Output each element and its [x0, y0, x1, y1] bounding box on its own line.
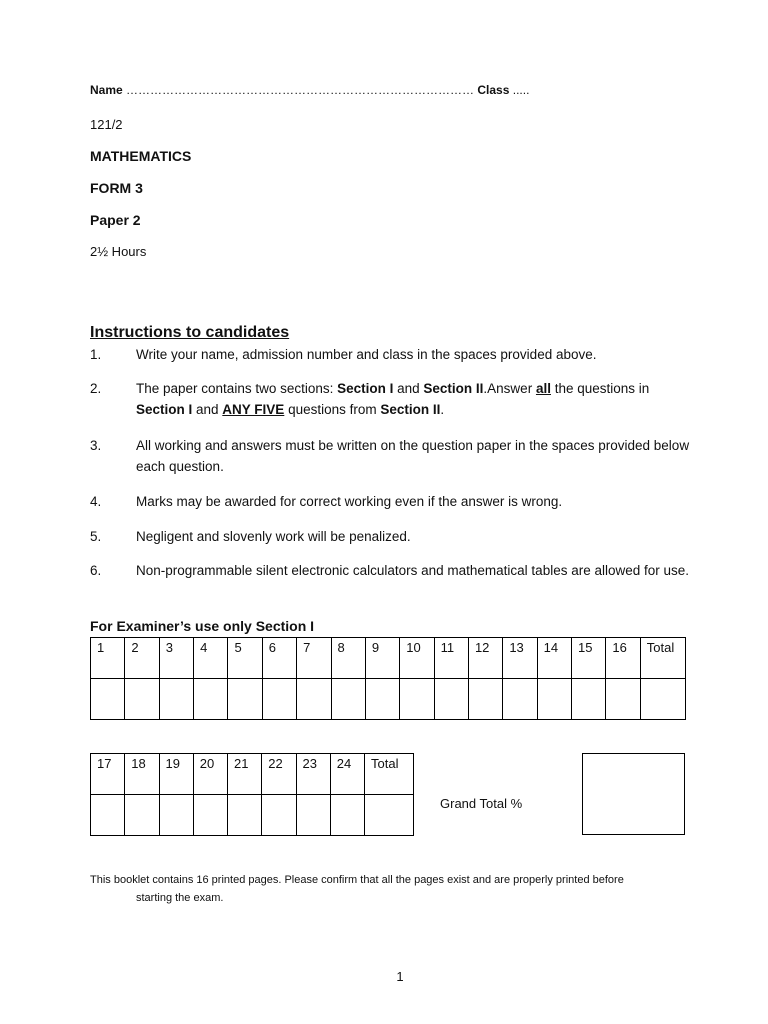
score-cell[interactable] — [572, 679, 606, 720]
score-cell[interactable] — [159, 795, 193, 836]
score-cell[interactable] — [296, 795, 330, 836]
question-header: 20 — [193, 754, 227, 795]
question-header: 16 — [606, 638, 640, 679]
instruction-number: 5. — [90, 529, 102, 544]
grand-total-label: Grand Total % — [440, 796, 523, 811]
paper-heading: Paper 2 — [90, 212, 141, 228]
instruction-text: The paper contains two sections: Section I and Section II.Answer all the questions in Section I and ANY FIVE questions from Section II. — [136, 381, 650, 417]
question-header: 4 — [194, 638, 228, 679]
instructions-title: Instructions to candidates — [90, 324, 290, 341]
question-header: 6 — [262, 638, 296, 679]
grand-total-box[interactable] — [582, 753, 685, 835]
page-number: 1 — [396, 969, 404, 984]
duration: 2½ Hours — [90, 244, 147, 259]
booklet-note — [90, 871, 690, 907]
score-cell[interactable] — [365, 679, 399, 720]
instruction-number: 1. — [90, 347, 102, 362]
total-header: Total — [640, 638, 685, 679]
section2-marks-table — [90, 753, 414, 836]
class-field[interactable]: ..... — [512, 83, 530, 97]
instruction-item — [90, 378, 690, 420]
score-cell[interactable] — [468, 679, 502, 720]
question-header: 15 — [572, 638, 606, 679]
score-cell[interactable] — [125, 679, 159, 720]
question-header: 5 — [228, 638, 262, 679]
score-cell[interactable] — [262, 679, 296, 720]
question-header: 23 — [296, 754, 330, 795]
name-class-line — [90, 83, 529, 97]
table-score-row — [91, 679, 686, 720]
question-header: 19 — [159, 754, 193, 795]
name-field[interactable]: …………………………………………………………………………… — [126, 83, 475, 97]
instruction-text: Write your name, admission number and class in the spaces provided above. — [136, 347, 597, 362]
question-header: 22 — [262, 754, 296, 795]
question-header: 21 — [228, 754, 262, 795]
form-heading: FORM 3 — [90, 180, 143, 196]
table-header-row — [91, 754, 414, 795]
total-header: Total — [365, 754, 414, 795]
booklet-note-line2: starting the exam. — [136, 892, 224, 904]
score-cell[interactable] — [228, 679, 262, 720]
question-header: 18 — [125, 754, 159, 795]
total-score-cell[interactable] — [365, 795, 414, 836]
score-cell[interactable] — [193, 795, 227, 836]
score-cell[interactable] — [91, 679, 125, 720]
instruction-text: Non-programmable silent electronic calculators and mathematical tables are allowed for use. — [136, 563, 690, 578]
instruction-item — [90, 491, 690, 512]
instruction-number: 3. — [90, 438, 102, 453]
question-header: 11 — [434, 638, 468, 679]
question-header: 12 — [468, 638, 502, 679]
score-cell[interactable] — [125, 795, 159, 836]
score-cell[interactable] — [297, 679, 331, 720]
score-cell[interactable] — [194, 679, 228, 720]
instruction-item — [90, 344, 690, 365]
booklet-note-line1: This booklet contains 16 printed pages. Please confirm that all the pages exist and are properly printed before — [90, 874, 624, 886]
question-header: 14 — [537, 638, 571, 679]
question-header: 3 — [159, 638, 193, 679]
score-cell[interactable] — [400, 679, 434, 720]
score-cell[interactable] — [503, 679, 537, 720]
score-cell[interactable] — [331, 679, 365, 720]
instruction-item — [90, 435, 690, 477]
score-cell[interactable] — [262, 795, 296, 836]
table-header-row — [91, 638, 686, 679]
total-score-cell[interactable] — [640, 679, 685, 720]
class-label: Class — [477, 83, 510, 97]
section1-marks-table — [90, 637, 686, 720]
instruction-text: Negligent and slovenly work will be penalized. — [136, 529, 411, 544]
examiner-section-title: For Examiner’s use only Section I — [90, 618, 315, 634]
instruction-text: All working and answers must be written on the question paper in the spaces provided below each question. — [136, 438, 690, 474]
score-cell[interactable] — [228, 795, 262, 836]
table-score-row — [91, 795, 414, 836]
name-label: Name — [90, 83, 123, 97]
question-header: 9 — [365, 638, 399, 679]
score-cell[interactable] — [537, 679, 571, 720]
instruction-item — [90, 526, 690, 547]
question-header: 2 — [125, 638, 159, 679]
instruction-item — [90, 560, 690, 581]
question-header: 17 — [91, 754, 125, 795]
score-cell[interactable] — [330, 795, 364, 836]
instruction-number: 4. — [90, 494, 102, 509]
instruction-text: Marks may be awarded for correct working even if the answer is wrong. — [136, 494, 563, 509]
score-cell[interactable] — [159, 679, 193, 720]
question-header: 7 — [297, 638, 331, 679]
question-header: 13 — [503, 638, 537, 679]
paper-code: 121/2 — [90, 117, 123, 132]
question-header: 10 — [400, 638, 434, 679]
score-cell[interactable] — [434, 679, 468, 720]
subject-heading: MATHEMATICS — [90, 148, 192, 164]
instruction-number: 2. — [90, 381, 102, 396]
question-header: 8 — [331, 638, 365, 679]
question-header: 1 — [91, 638, 125, 679]
question-header: 24 — [330, 754, 364, 795]
instruction-number: 6. — [90, 563, 102, 578]
score-cell[interactable] — [606, 679, 640, 720]
score-cell[interactable] — [91, 795, 125, 836]
